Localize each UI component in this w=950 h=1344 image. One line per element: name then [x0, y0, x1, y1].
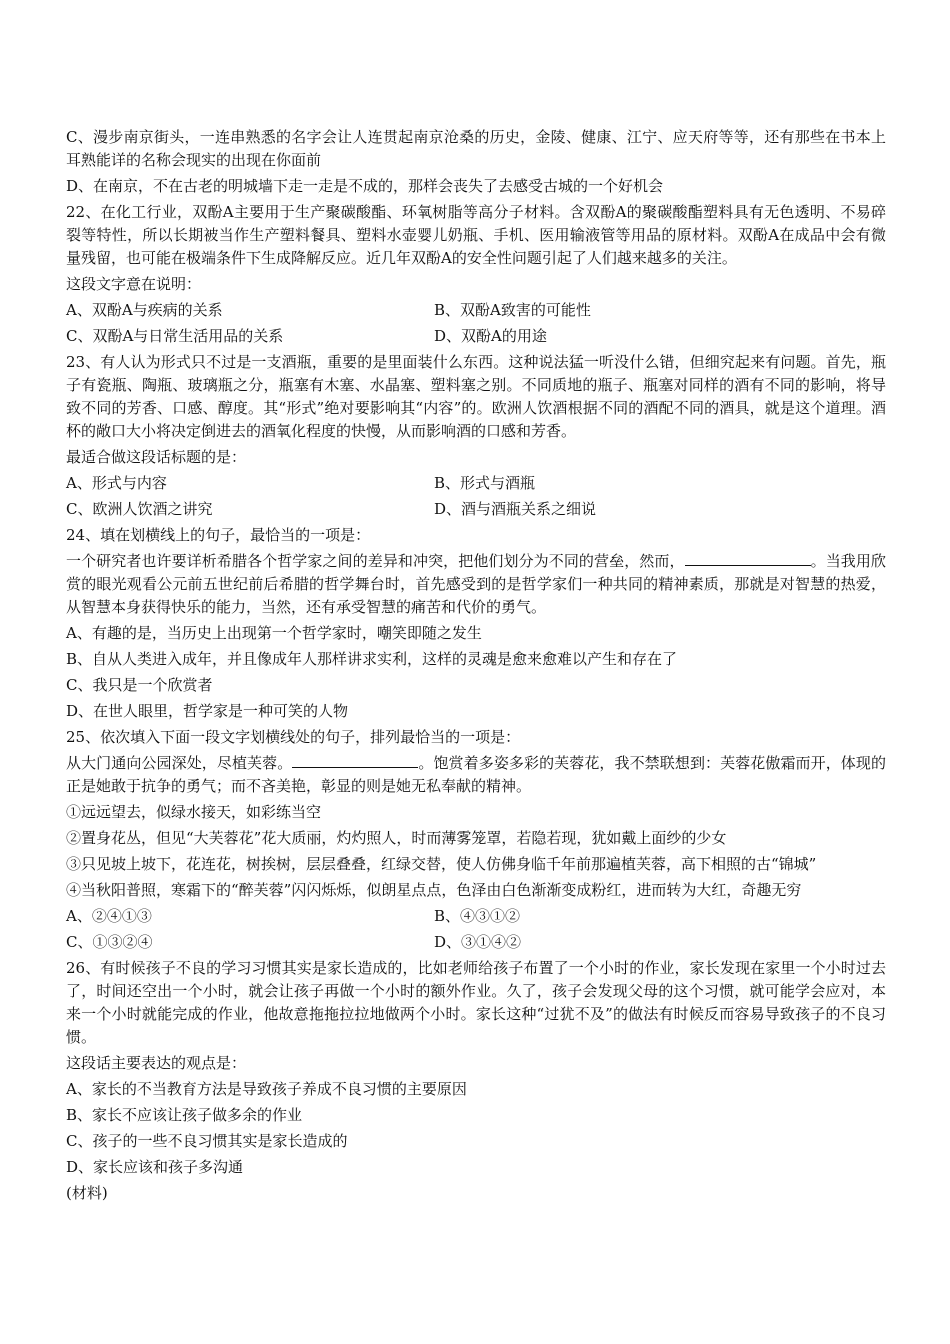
q25-passage-before: 从大门通向公园深处，尽植芙蓉。	[66, 754, 293, 772]
q25-stem: 25、依次填入下面一段文字划横线处的句子，排列最恰当的一项是：	[66, 728, 521, 746]
q23-options-row-1	[66, 472, 886, 495]
q23-stem: 23、有人认为形式只不过是一支酒瓶，重要的是里面装什么东西。这种说法猛一听没什么错，但细究起来有问题。首先，瓶子有瓷瓶、陶瓶、玻璃瓶之分，瓶塞有木塞、水晶塞、塑料塞之别。不同质地的瓶子、瓶塞对同样的酒有不同的影响，将导致不同的芳香、口感、醇度。其“形式”绝对要影响其“内容”的。欧洲人饮酒根据不同的酒配不同的酒具，就是这个道理。酒杯的敞口大小将决定倒进去的酒氧化程度的快慢，从而影响酒的口感和芳香。	[66, 353, 886, 440]
q24-answer-blank	[685, 565, 811, 566]
q25-option-d: D、③①④②	[434, 933, 522, 951]
footer-note: (材料)	[66, 1184, 108, 1202]
q24-passage	[66, 550, 886, 619]
q24-passage-before: 一个研究者也许要详析希腊各个哲学家之间的差异和冲突，把他们划分为不同的营垒，然而，	[66, 552, 685, 570]
q24-stem: 24、填在划横线上的句子，最恰当的一项是：	[66, 526, 371, 544]
q23-option-c: C、欧洲人饮酒之讲究	[66, 500, 213, 518]
q23-options-row-2	[66, 498, 886, 521]
q25-passage-after: 。饱赏着多姿多彩的芙蓉花，我不禁联想到：芙蓉花傲霜而开，体现的正是她敢于抗争的勇气；而不吝美艳，彰显的则是她无私奉献的精神。	[66, 754, 886, 795]
q24-option-c: C、我只是一个欣赏者	[66, 676, 213, 694]
q22-option-d: D、双酚A的用途	[434, 327, 547, 345]
q26-stem: 26、有时候孩子不良的学习习惯其实是家长造成的，比如老师给孩子布置了一个小时的作业，家长发现在家里一个小时过去了，时间还空出一个小时，就会让孩子再做一个小时的额外作业。久了，孩子会发现父母的这个习惯，就可能学会应对，本来一个小时就能完成的作业，他故意拖拖拉拉地做两个小时。家长这种“过犹不及”的做法有时候反而容易导致孩子的不良习惯。	[66, 959, 886, 1046]
q25-answer-blank	[292, 767, 418, 768]
q25-option-a: A、②④①③	[66, 907, 152, 925]
q26-option-d: D、家长应该和孩子多沟通	[66, 1158, 244, 1176]
q26-question: 这段话主要表达的观点是：	[66, 1054, 247, 1072]
q25-sentence-2: ②置身花丛，但见“大芙蓉花”花大质丽，灼灼照人，时而薄雾笼罩，若隐若现，犹如戴上面纱的少女	[66, 829, 727, 847]
q22-stem: 22、在化工行业，双酚A主要用于生产聚碳酸酯、环氧树脂等高分子材料。含双酚A的聚碳酸酯塑料具有无色透明、不易碎裂等特性，所以长期被当作生产塑料餐具、塑料水壶婴儿奶瓶、手机、医用输液管等用品的原材料。双酚A在成品中会有微量残留，也可能在极端条件下生成降解反应。近几年双酚A的安全性问题引起了人们越来越多的关注。	[66, 203, 886, 267]
q24-option-d: D、在世人眼里，哲学家是一种可笑的人物	[66, 702, 349, 720]
q26-option-b: B、家长不应该让孩子做多余的作业	[66, 1106, 303, 1124]
q23-option-a: A、形式与内容	[66, 474, 167, 492]
q25-sentence-4: ④当秋阳普照，寒霜下的“醉芙蓉”闪闪烁烁，似朗星点点，色泽由白色渐渐变成粉红，进而转为大红，奇趣无穷	[66, 881, 802, 899]
q22-options-row-2	[66, 325, 886, 348]
q24-option-a: A、有趣的是，当历史上出现第一个哲学家时，嘲笑即随之发生	[66, 624, 482, 642]
q22-question: 这段文字意在说明：	[66, 275, 202, 293]
q24-passage-after: 。当我用欣赏的眼光观看公元前五世纪前后希腊的哲学舞台时，首先感受到的是哲学家们一种共同的精神素质，那就是对智慧的热爱，从智慧本身获得快乐的能力，当然，还有承受智慧的痛苦和代价的勇气。	[66, 552, 886, 616]
q25-options-row-1	[66, 905, 886, 928]
q25-option-b: B、④③①②	[434, 907, 521, 925]
q23-question: 最适合做这段话标题的是：	[66, 448, 247, 466]
q23-option-b: B、形式与酒瓶	[434, 474, 536, 492]
q21-option-d: D、在南京，不在古老的明城墙下走一走是不成的，那样会丧失了去感受古城的一个好机会	[66, 177, 664, 195]
q25-sentence-3: ③只见坡上坡下，花连花，树挨树，层层叠叠，红绿交替，使人仿佛身临千年前那遍植芙蓉，高下相照的古“锦城”	[66, 855, 817, 873]
q24-option-b: B、自从人类进入成年，并且像成年人那样讲求实利，这样的灵魂是愈来愈难以产生和存在了	[66, 650, 678, 668]
q21-option-c: C、漫步南京街头，一连串熟悉的名字会让人连贯起南京沧桑的历史，金陵、健康、江宁、应天府等等，还有那些在书本上耳熟能详的名称会现实的出现在你面前	[66, 128, 886, 169]
q25-option-c: C、①③②④	[66, 933, 153, 951]
q22-option-c: C、双酚A与日常生活用品的关系	[66, 327, 284, 345]
q22-options-row-1	[66, 299, 886, 322]
q22-option-b: B、双酚A致害的可能性	[434, 301, 591, 319]
q22-option-a: A、双酚A与疾病的关系	[66, 301, 223, 319]
exam-page	[66, 126, 886, 1208]
q26-option-c: C、孩子的一些不良习惯其实是家长造成的	[66, 1132, 348, 1150]
q23-option-d: D、酒与酒瓶关系之细说	[434, 500, 597, 518]
q26-option-a: A、家长的不当教育方法是导致孩子养成不良习惯的主要原因	[66, 1080, 467, 1098]
q25-options-row-2	[66, 931, 886, 954]
q25-sentence-1: ①远远望去，似绿水接天，如彩练当空	[66, 803, 322, 821]
q25-passage	[66, 752, 886, 798]
